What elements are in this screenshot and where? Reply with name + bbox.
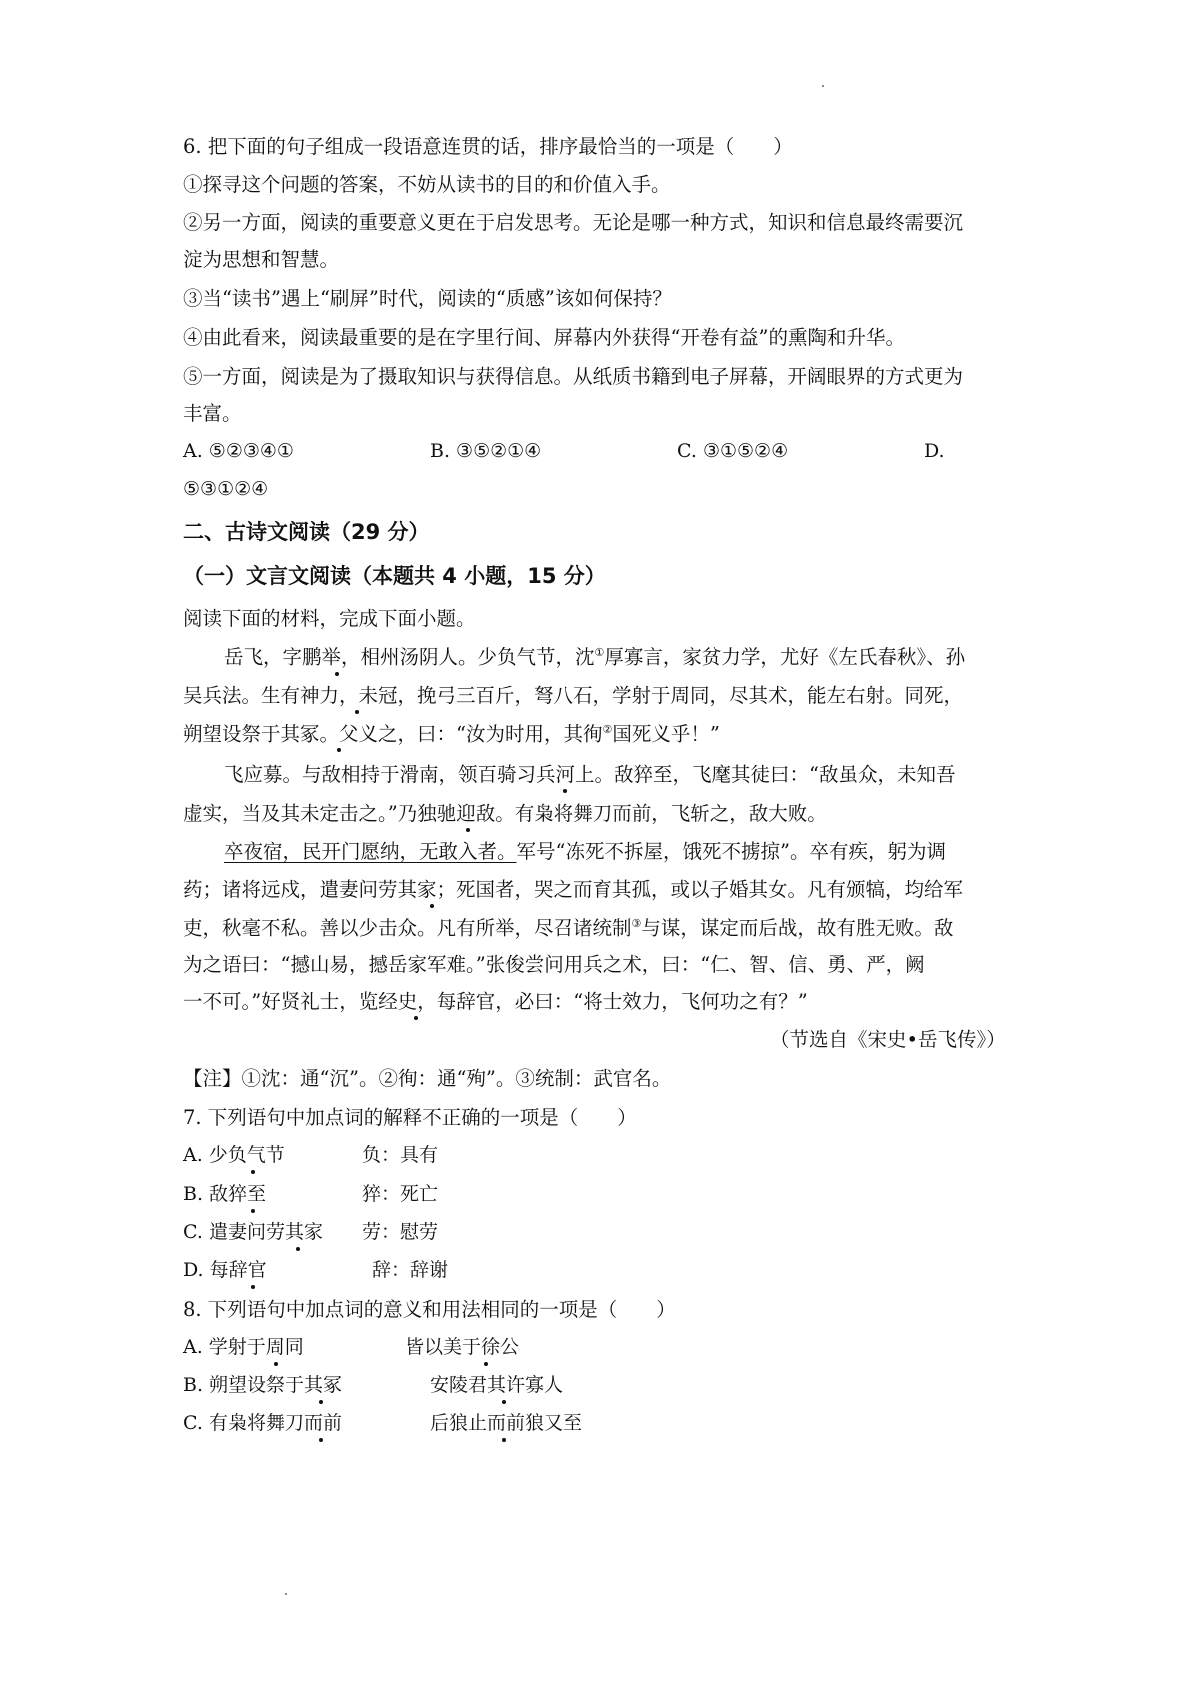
- q7-option-c-gloss: 劳：慰劳: [362, 1221, 439, 1243]
- passage-line: 飞应募。与敌相持于滑南，领百骑习兵河上。敌猝至，飞麾其徒曰：“敌虽众，未知吾: [224, 763, 956, 786]
- emphasis-dot: [251, 1170, 255, 1174]
- passage-line: [224, 842, 946, 862]
- emphasis-dot: [502, 1438, 506, 1442]
- passage-line: [183, 724, 720, 744]
- q6-option-d-value: ⑤③①②④: [183, 478, 269, 500]
- q8-option-c-compare: 后狼止而前狼又至: [430, 1412, 583, 1434]
- footnote-marker: ①: [594, 646, 605, 659]
- passage-line: 虚实，当及其未定击之。”乃独驰迎敌。有枭将舞刀而前，飞斩之，敌大败。: [183, 802, 827, 825]
- subsection-title: （一）文言文阅读（本题共 4 小题，15 分）: [183, 564, 606, 588]
- q7-option-b-gloss: 猝：死亡: [362, 1183, 439, 1205]
- section-title: 二、古诗文阅读（29 分）: [183, 520, 430, 544]
- q8-option-b: B. 朔望设祭于其冢: [183, 1374, 343, 1396]
- footnotes: 【注】①沈：通“沉”。②徇：通“殉”。③统制：武官名。: [183, 1067, 672, 1090]
- passage-text: 吏，秋毫不私。善以少击众。凡有所举，尽召诸统制: [183, 916, 632, 940]
- q6-sentence-2: ②另一方面，阅读的重要意义更在于启发思考。无论是哪一种方式，知识和信息最终需要沉: [183, 211, 964, 234]
- emphasis-dot: [466, 828, 470, 832]
- passage-source: （节选自《宋史•岳飞传》）: [770, 1028, 1006, 1051]
- q8-option-c: C. 有枭将舞刀而前: [183, 1412, 342, 1434]
- passage-text: 与谋，谋定而后战，故有胜无败。敌: [641, 916, 954, 940]
- emphasis-dot: [355, 710, 359, 714]
- q7-option-d-gloss: 辞：辞谢: [372, 1259, 449, 1281]
- q8-option-a: A. 学射于周同: [183, 1336, 304, 1358]
- passage-line: 为之语曰：“撼山易，撼岳家军难。”张俊尝问用兵之术，曰：“仁、智、信、勇、严，阙: [183, 953, 925, 976]
- emphasis-dot: [251, 1285, 255, 1289]
- passage-text: 国死义乎！”: [612, 722, 720, 746]
- q6-sentence-4: ④由此看来，阅读最重要的是在字里行间、屏幕内外获得“开卷有益”的熏陶和升华。: [183, 326, 905, 349]
- q7-option-c: C. 遣妻问劳其家: [183, 1221, 323, 1243]
- emphasis-dot: [319, 1400, 323, 1404]
- q6-option-a: A. ⑤②③④①: [183, 440, 294, 462]
- q7-option-b: B. 敌猝至: [183, 1183, 267, 1205]
- q8-stem: 8. 下列语句中加点词的意义和用法相同的一项是（ ）: [183, 1298, 676, 1321]
- q7-stem: 7. 下列语句中加点词的解释不正确的一项是（ ）: [183, 1106, 637, 1129]
- passage-line: [183, 918, 953, 938]
- emphasis-dot: [430, 904, 434, 908]
- emphasis-dot: [319, 1438, 323, 1442]
- q8-option-b-compare: 安陵君其许寡人: [430, 1374, 564, 1396]
- q6-sentence-1: ①探寻这个问题的答案，不妨从读书的目的和价值入手。: [183, 173, 671, 196]
- passage-line: 药；诸将远戍，遣妻问劳其家；死国者，哭之而育其孤，或以子婚其女。凡有颁犒，均给军: [183, 878, 964, 901]
- scan-speck: [285, 1593, 287, 1595]
- q6-option-d: D.: [924, 440, 945, 462]
- passage-line: 一不可。”好贤礼士，览经史，每辞官，必曰：“将士效力，飞何功之有？”: [183, 990, 808, 1013]
- footnote-marker: ②: [602, 723, 613, 736]
- passage-text: 厚寡言，家贫力学，尤好《左氏春秋》、孙: [604, 645, 966, 669]
- emphasis-dot: [274, 1362, 278, 1366]
- q7-option-a-gloss: 负：具有: [362, 1144, 439, 1166]
- emphasis-dot: [484, 1362, 488, 1366]
- q6-stem: 6. 把下面的句子组成一段语意连贯的话，排序最恰当的一项是（ ）: [183, 135, 793, 158]
- emphasis-dot: [414, 1016, 418, 1020]
- q6-sentence-3: ③当“读书”遇上“刷屏”时代，阅读的“质感”该如何保持？: [183, 287, 672, 310]
- q6-option-b: B. ③⑤②①④: [430, 440, 542, 462]
- passage-text: 岳飞，字鹏举，相州汤阴人。少负气节，沈: [224, 645, 595, 669]
- emphasis-dot: [335, 672, 339, 676]
- underlined-sentence: 卒夜宿，民开门愿纳，无敢入者。: [224, 840, 517, 863]
- q8-option-a-compare: 皆以美于徐公: [405, 1336, 520, 1358]
- emphasis-dot: [251, 1209, 255, 1213]
- q6-option-c: C. ③①⑤②④: [677, 440, 789, 462]
- scan-speck: [822, 85, 824, 87]
- emphasis-dot: [296, 1247, 300, 1251]
- q7-option-a: A. 少负气节: [183, 1144, 285, 1166]
- emphasis-dot: [337, 748, 341, 752]
- passage-line: [224, 647, 965, 667]
- passage-text: 朔望设祭于其冢。父义之，曰：“汝为时用，其徇: [183, 722, 603, 746]
- footnote-marker: ③: [631, 917, 642, 930]
- emphasis-dot: [563, 789, 567, 793]
- passage-line: 吴兵法。生有神力，未冠，挽弓三百斤，弩八石，学射于周同，尽其术，能左右射。同死，: [183, 684, 964, 707]
- q6-sentence-5: ⑤一方面，阅读是为了摄取知识与获得信息。从纸质书籍到电子屏幕，开阔眼界的方式更为: [183, 365, 964, 388]
- q6-sentence-5-cont: 丰富。: [183, 402, 242, 425]
- reading-instruction: 阅读下面的材料，完成下面小题。: [183, 607, 476, 630]
- q6-sentence-2-cont: 淀为思想和智慧。: [183, 248, 340, 271]
- emphasis-dot: [502, 1400, 506, 1404]
- passage-text: 军号“冻死不拆屋，饿死不掳掠”。卒有疾，躬为调: [516, 840, 946, 863]
- q7-option-d: D. 每辞官: [183, 1259, 267, 1281]
